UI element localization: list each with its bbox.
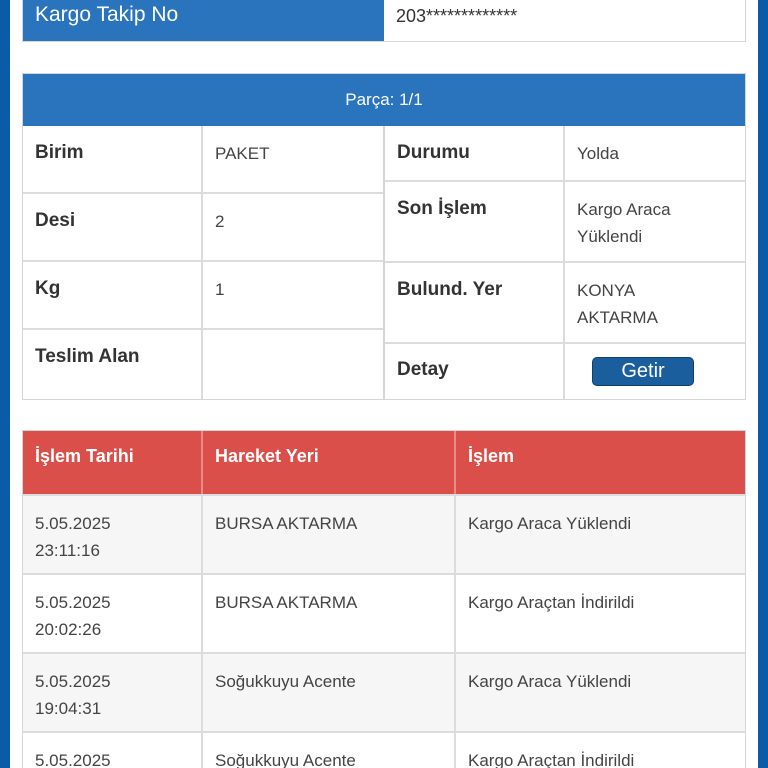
table-row [23, 731, 745, 768]
row-location: Soğukkuyu Acente [203, 733, 456, 768]
detail-key: Detay [385, 344, 565, 399]
detail-key: Birim [23, 126, 203, 192]
table-row [23, 573, 745, 652]
parcel-details [23, 126, 745, 399]
row-action: Kargo Araçtan İndirildi [468, 593, 635, 612]
parcel-details-right [385, 126, 745, 399]
row-date: 5.05.2025 [35, 672, 111, 691]
table-row [23, 652, 745, 731]
getir-button[interactable]: Getir [592, 357, 694, 386]
detail-row-durumu [385, 126, 745, 182]
row-action: Kargo Araca Yüklendi [468, 514, 632, 533]
detail-key: Bulund. Yer [385, 263, 565, 342]
row-datetime [23, 654, 203, 731]
table-header [23, 431, 745, 494]
movement-history-table [22, 430, 746, 768]
detail-value [203, 330, 383, 399]
detail-value: PAKET [215, 144, 270, 163]
row-date: 5.05.2025 [35, 514, 111, 533]
detail-row-teslim-alan [23, 330, 383, 399]
row-location: BURSA AKTARMA [203, 496, 456, 573]
row-action: Kargo Araca Yüklendi [468, 672, 632, 691]
row-time: 23:11:16 [35, 541, 100, 560]
row-location: BURSA AKTARMA [203, 575, 456, 652]
parcel-details-left [23, 126, 385, 399]
column-header-location: Hareket Yeri [203, 431, 456, 494]
detail-key: Durumu [385, 126, 565, 180]
detail-row-kg [23, 262, 383, 330]
tracking-number-row [22, 0, 746, 42]
detail-key: Desi [23, 194, 203, 260]
row-date: 5.05.2025 [35, 593, 111, 612]
detail-value: Kargo Araca Yüklendi [577, 200, 671, 246]
detail-key: Son İşlem [385, 182, 565, 261]
detail-row-desi [23, 194, 383, 262]
row-datetime [23, 733, 203, 768]
detail-row-bulund-yer [385, 263, 745, 344]
table-body [23, 494, 745, 768]
tracking-number-label: Kargo Takip No [23, 0, 384, 41]
row-time: 20:02:26 [35, 620, 102, 639]
row-datetime [23, 496, 203, 573]
row-date: 5.05.2025 [35, 751, 111, 768]
detail-value: 2 [215, 212, 225, 231]
detail-key: Kg [23, 262, 203, 328]
detail-row-son-islem [385, 182, 745, 263]
detail-value: 1 [215, 280, 225, 299]
detail-row-detay [385, 344, 745, 399]
detail-value: KONYA AKTARMA [577, 281, 658, 327]
detail-value [565, 344, 745, 399]
row-time: 19:04:31 [35, 699, 102, 718]
column-header-action: İşlem [468, 446, 515, 466]
detail-row-birim [23, 126, 383, 194]
column-header-date: İşlem Tarihi [23, 431, 203, 494]
parcel-panel-title: Parça: 1/1 [23, 74, 745, 126]
row-action: Kargo Araçtan İndirildi [468, 751, 635, 768]
row-location: Soğukkuyu Acente [203, 654, 456, 731]
parcel-panel [22, 73, 746, 400]
row-datetime [23, 575, 203, 652]
table-row [23, 494, 745, 573]
detail-key: Teslim Alan [23, 330, 203, 399]
detail-value: Yolda [577, 144, 619, 163]
tracking-number-value: 203************* [396, 6, 518, 26]
